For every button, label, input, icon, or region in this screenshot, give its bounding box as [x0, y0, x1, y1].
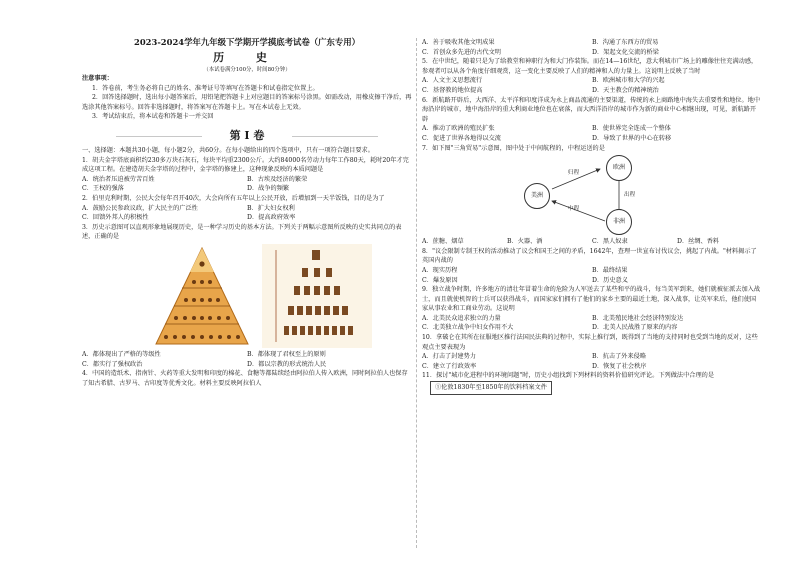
option[interactable]: A．统治者压迫被劳苦百姓	[82, 175, 155, 183]
question-stem: 5．在中世纪，随着只是为了给教堂和神职行为和大门作装饰。而在14—16世纪，意大利城市广场上的雕像往往充满动感，参观者可以从各个角度仔细观赏，这一变化主要反映了人们的精神和人的力量上。这说明上反映了当时	[422, 58, 758, 75]
question-options	[422, 237, 762, 247]
option[interactable]: C．回馈外邦人的积极性	[82, 214, 149, 222]
option[interactable]: C．建立了行政效率	[422, 362, 477, 370]
option[interactable]: A．都体现出了严格的等级性	[82, 350, 161, 358]
option[interactable]: D．恢复了社会秩序	[592, 362, 647, 370]
label-return: 归程	[568, 170, 580, 177]
option[interactable]: A．善于吸收其他文明成果	[422, 39, 495, 46]
label-middle: 中程	[568, 206, 580, 213]
option[interactable]: C．爆发原因	[422, 276, 458, 284]
option[interactable]: B．古埃及经济的繁荣	[247, 175, 308, 183]
right-column	[422, 38, 762, 395]
question-options	[422, 352, 762, 371]
node-america: 美洲	[524, 183, 550, 209]
option[interactable]: B．都体现了君权至上的原则	[247, 350, 326, 358]
option[interactable]: B．欧洲城市和大学的兴起	[592, 77, 665, 85]
option[interactable]: A．打击了封建势力	[422, 353, 476, 361]
question-stem: 8．"议会限制专制王权的活动推动了议会和国王之间的矛盾，1642年，查理一世宣布讨伐议会，挑起了内战。"材料揭示了英国内战的	[422, 247, 757, 265]
option[interactable]: B．沟通了东西方的贸易	[592, 39, 659, 46]
option[interactable]: C．黑人奴隶	[592, 238, 628, 246]
question-stem: 10．拿破仑在其所在征服地区推行法国民法典的过程中，实际上推行到，既得到了当地的支持同时也受到当地的反对，这些观点主要表现为	[422, 334, 758, 351]
option[interactable]: D．架起文化交流的桥梁	[592, 48, 659, 56]
question-options	[82, 204, 412, 223]
option[interactable]: C．北美独立战争中妇女作用不大	[422, 324, 514, 332]
pyramid-image	[152, 244, 252, 348]
zhou-hierarchy-figure	[262, 244, 372, 348]
option[interactable]: D．战争的频繁	[247, 185, 290, 193]
left-column	[82, 36, 412, 388]
option[interactable]: D．提高政府效率	[247, 214, 296, 222]
option[interactable]: B．扩大妇女权利	[247, 204, 295, 212]
question-stem: 2．伯里克利时期，公民大会每年召开40次，大会向所有五年以上公民开放，后增加到一天半饭钱，目的是为了	[82, 194, 385, 202]
question-options	[422, 38, 762, 57]
question-options	[422, 124, 762, 143]
question-options	[422, 314, 762, 333]
node-europe: 欧洲	[606, 155, 632, 181]
question-options	[422, 76, 762, 95]
question-stem: 3．历史示意图可以直观形象地展现历史，是一种学习历史的基本方法。下列关于两幅示意图所反映的史实共同点的表述，正确的是	[82, 223, 402, 241]
section-instruction: 一、选择题：本题共30小题，每小题2分，共60分。在每小题给出的四个选项中，只有一项符合题目要求。	[82, 146, 374, 154]
option[interactable]: A．现实历程	[422, 266, 458, 274]
notice-item: 1．答卷前，考生务必将自己的姓名、准考证号等填写在答题卡和试卷指定位置上。	[92, 84, 319, 92]
exam-title: 2023-2024学年九年级下学期开学摸底考试卷（广东专用）	[134, 37, 360, 47]
q11-material-box: ①伦敦1830年至1850年的饮料档案文件	[430, 381, 552, 395]
option[interactable]: D．导致了世界的中心在转移	[592, 134, 672, 142]
question-stem: 11．探讨"城市化进程中的环境问题"时，历史小组找到下列材料的资料价值研究评论。下列做法中合理的是	[422, 372, 715, 380]
option[interactable]: D．丝绸、香料	[677, 238, 720, 246]
option[interactable]: D．都以宗教的形式统治人民	[247, 360, 327, 368]
question-stem: 6．新航路开辟后，大西洋、太平洋和印度洋成为永上商品流通的主要渠道，传统的永上商路地中海失去重要性和地位。地中海沿岸的城市，地中海沿岸的重大利商业地位也在衰落，而大西洋沿岸的城市作为新的商业中心相继出现，可见，新航路开辟	[422, 96, 761, 123]
section-title: 第 Ⅰ 卷	[82, 128, 412, 144]
egypt-pyramid-figure	[152, 244, 252, 348]
option[interactable]: B．火器、酒	[507, 238, 543, 246]
column-divider	[416, 38, 417, 548]
question-stem: 1．胡夫金字塔底面积约230多万块石灰石，每块平均重2300公斤。大约84000名劳动力每年工作80天，耗时20年才完成这项工程。在建造胡夫金字塔的过程中，金字塔的修建上，这种现象反映的本质问题是	[82, 156, 409, 174]
notice-item: 3．考试结束后，将本试卷和答题卡一并交回	[92, 113, 214, 121]
question-options	[82, 175, 412, 194]
option[interactable]: C．基督教的地位提高	[422, 86, 483, 94]
option[interactable]: B．最终结果	[592, 266, 628, 274]
option[interactable]: C．都实行了强权政治	[82, 360, 143, 368]
option[interactable]: A．推动了欧洲的殖民扩张	[422, 125, 495, 133]
label-out: 出程	[624, 192, 636, 199]
option[interactable]: D．天主教会的精神统治	[592, 86, 659, 94]
option[interactable]: A．蔗糖、烟草	[422, 238, 464, 246]
question-stem: 4．中国的造纸术、指南针、火药等重大发明和印度的棉花、食糖等都陆续经由阿拉伯人传入欧洲，同时阿拉伯人也保存了知古希腊、古罗马、古印度等优秀文化。材料主要反映阿拉伯人	[82, 370, 408, 387]
question-options	[82, 350, 412, 369]
option[interactable]: C．王权的强落	[82, 185, 124, 193]
option[interactable]: C．首创众多先进的古代文明	[422, 48, 501, 56]
option[interactable]: B．抗击了外来侵略	[592, 353, 647, 361]
option[interactable]: A．北美民众追求独立的力量	[422, 314, 501, 322]
option[interactable]: A．人文主义思想流行	[422, 77, 483, 85]
exam-info: （本试卷满分100分，时间80分钟）	[203, 67, 291, 73]
notice-heading: 注意事项：	[82, 75, 113, 82]
option[interactable]: D．历史意义	[592, 276, 628, 284]
node-africa: 非洲	[606, 209, 632, 235]
question-stem: 9．独立战争时期，许多地方的清壮年冒着生命的危险为人军送去了某些和平的战斗，每当美军到来，她们就被征派去加入战士，而且就使机智的士兵可以获得战斗，而国家家们拥有了他们的家乡主要的最近土地，深入战事，让英军来后，他们使国家从事农业和工商业劳动。这说明	[422, 286, 761, 313]
question-options	[422, 266, 762, 285]
q3-figures	[152, 244, 412, 348]
triangle-trade-diagram	[502, 155, 702, 235]
question-stem: 7．如下图"三角贸易"示意图，图中处于中间航程的，中程运送的是	[422, 144, 605, 152]
subject-title: 历 史	[213, 51, 281, 64]
option[interactable]: D．北美人民战胜了原来的内容	[592, 324, 678, 332]
notice-item: 2．回答选择题时，选出每小题答案后，用铅笔把答题卡上对应题目的答案标号涂黑。如需改动，用橡皮擦干净后，再选涂其他答案标号。回答非选择题时，将答案写在答题卡上。写在本试卷上无效。	[82, 94, 412, 111]
option[interactable]: A．鼓励公民参政议政，扩大民主的广泛性	[82, 204, 198, 212]
option[interactable]: B．北美殖民地社会经济特别发达	[592, 314, 684, 322]
option[interactable]: B．使世界完全连成一个整体	[592, 125, 671, 133]
hierarchy-image	[262, 244, 372, 348]
option[interactable]: C．促进了世界各地得以交流	[422, 134, 501, 142]
